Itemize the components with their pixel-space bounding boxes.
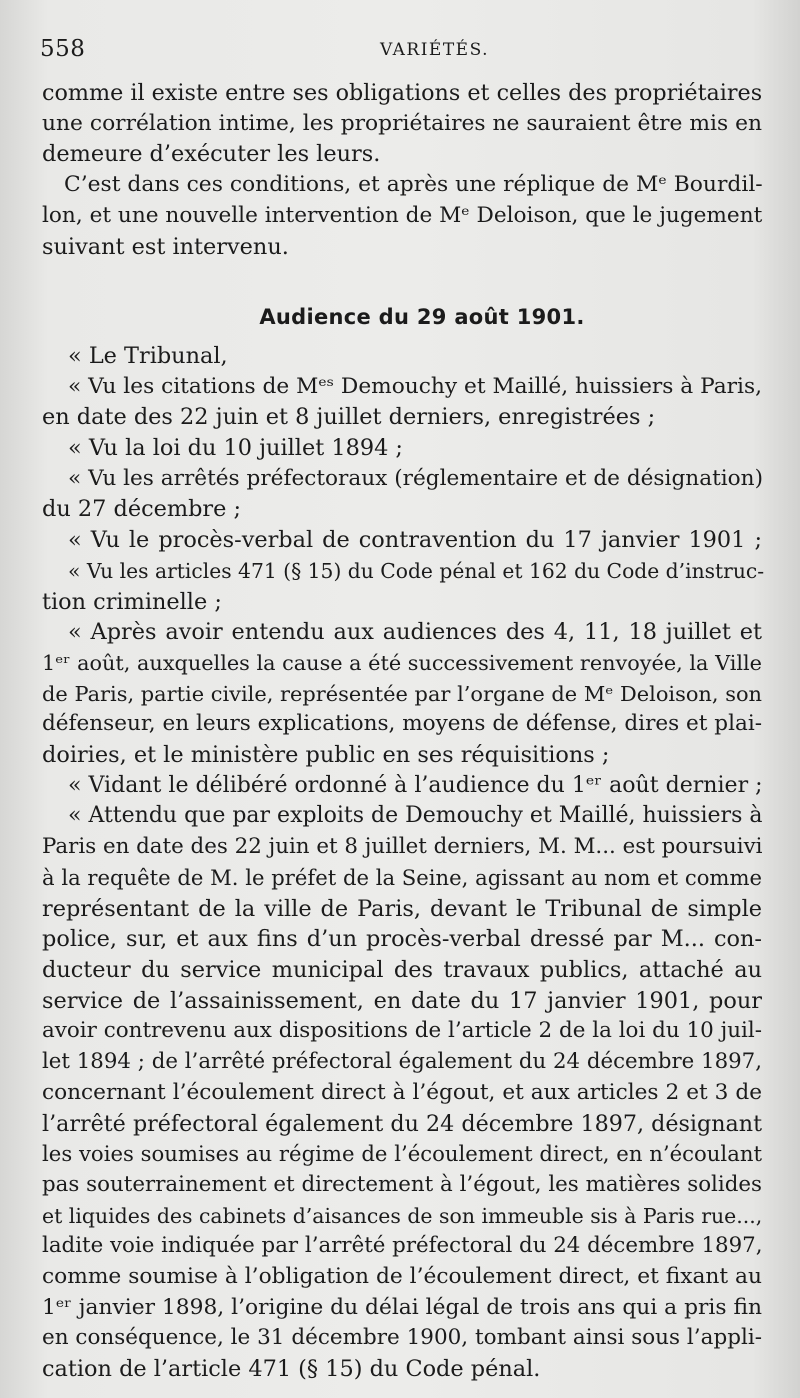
text-line: « Vu le procès-verbal de contravention du 17 janvier 1901 ; — [68, 527, 762, 554]
text-line: « Attendu que par exploits de Demouchy et Maillé, huissiers à — [68, 803, 763, 829]
text-line: suivant est intervenu. — [42, 233, 289, 260]
running-title: VARIÉTÉS. — [380, 40, 490, 60]
text-line: doiries, et le ministère public en ses réquisitions ; — [42, 742, 610, 769]
text-line: lon, et une nouvelle intervention de Mᵉ Deloison, que le jugement — [42, 202, 763, 228]
text-line: let 1894 ; de l’arrêté préfectoral également du 24 décembre 1897, — [42, 1049, 762, 1075]
text-line: ducteur du service municipal des travaux publics, attaché au — [42, 956, 762, 983]
text-line: et liquides des cabinets d’aisances de son immeuble sis à Paris rue..., — [42, 1203, 763, 1228]
text-line: avoir contrevenu aux dispositions de l’article 2 de la loi du 10 juil- — [42, 1018, 762, 1044]
text-line: C’est dans ces conditions, et après une réplique de Mᵉ Bourdil- — [64, 172, 763, 198]
text-line: comme soumise à l’obligation de l’écoulement direct, et fixant au — [42, 1264, 762, 1290]
page-number: 558 — [40, 36, 86, 62]
text-line: une corrélation intime, les propriétaires ne sauraient être mis en — [42, 110, 762, 136]
text-line: 1ᵉʳ août, auxquelles la cause a été successivement renvoyée, la Ville — [42, 650, 762, 675]
text-line: « Le Tribunal, — [68, 342, 228, 369]
text-line: « Après avoir entendu aux audiences des 4, 11, 18 juillet et — [68, 619, 762, 646]
text-line: 1ᵉʳ janvier 1898, l’origine du délai légal de trois ans qui a pris fin — [42, 1294, 762, 1320]
text-line: « Vu les arrêtés préfectoraux (réglementaire et de désignation) — [68, 465, 764, 491]
text-line: les voies soumises au régime de l’écoulement direct, en n’écoulant — [42, 1141, 762, 1167]
text-line: ladite voie indiquée par l’arrêté préfectoral du 24 décembre 1897, — [42, 1233, 763, 1259]
page-body — [42, 78, 765, 1385]
text-line: cation de l’article 471 (§ 15) du Code pénal. — [42, 1356, 541, 1383]
text-line: « Vu les articles 471 (§ 15) du Code pénal et 162 du Code d’instruc- — [68, 558, 765, 583]
text-line: du 27 décembre ; — [42, 496, 242, 523]
text-line: en conséquence, le 31 décembre 1900, tombant ainsi sous l’appli- — [42, 1325, 762, 1351]
text-line: police, sur, et aux fins d’un procès-verbal dressé par M... con- — [42, 926, 762, 953]
text-line: à la requête de M. le préfet de la Seine, agissant au nom et comme — [42, 864, 762, 890]
text-line: « Vidant le délibéré ordonné à l’audience du 1ᵉʳ août dernier ; — [68, 772, 763, 798]
text-line: « Vu les citations de Mᵉˢ Demouchy et Maillé, huissiers à Paris, — [68, 373, 763, 399]
text-line: défenseur, en leurs explications, moyens de défense, dires et plai- — [42, 711, 762, 737]
text-line: pas souterrainement et directement à l’égout, les matières solides — [42, 1171, 762, 1197]
text-line: Paris en date des 22 juin et 8 juillet derniers, M. M... est poursuivi — [42, 834, 763, 860]
text-line: tion criminelle ; — [42, 588, 222, 615]
page-header — [40, 30, 760, 70]
text-line: de Paris, partie civile, représentée par l’organe de Mᵉ Deloison, son — [42, 681, 762, 706]
text-line: concernant l’écoulement direct à l’égout, et aux articles 2 et 3 de — [42, 1079, 762, 1105]
text-line: « Vu la loi du 10 juillet 1894 ; — [68, 435, 403, 462]
text-line: en date des 22 juin et 8 juillet derniers, enregistrées ; — [42, 404, 656, 431]
text-line: demeure d’exécuter les leurs. — [42, 141, 381, 168]
text-line: comme il existe entre ses obligations et celles des propriétaires — [42, 80, 763, 106]
text-line: représentant de la ville de Paris, devant le Tribunal de simple — [42, 895, 762, 922]
section-heading: Audience du 29 août 1901. — [259, 305, 585, 330]
text-line: l’arrêté préfectoral également du 24 décembre 1897, désignant — [42, 1110, 762, 1137]
text-line: service de l’assainissement, en date du 17 janvier 1901, pour — [42, 987, 762, 1014]
